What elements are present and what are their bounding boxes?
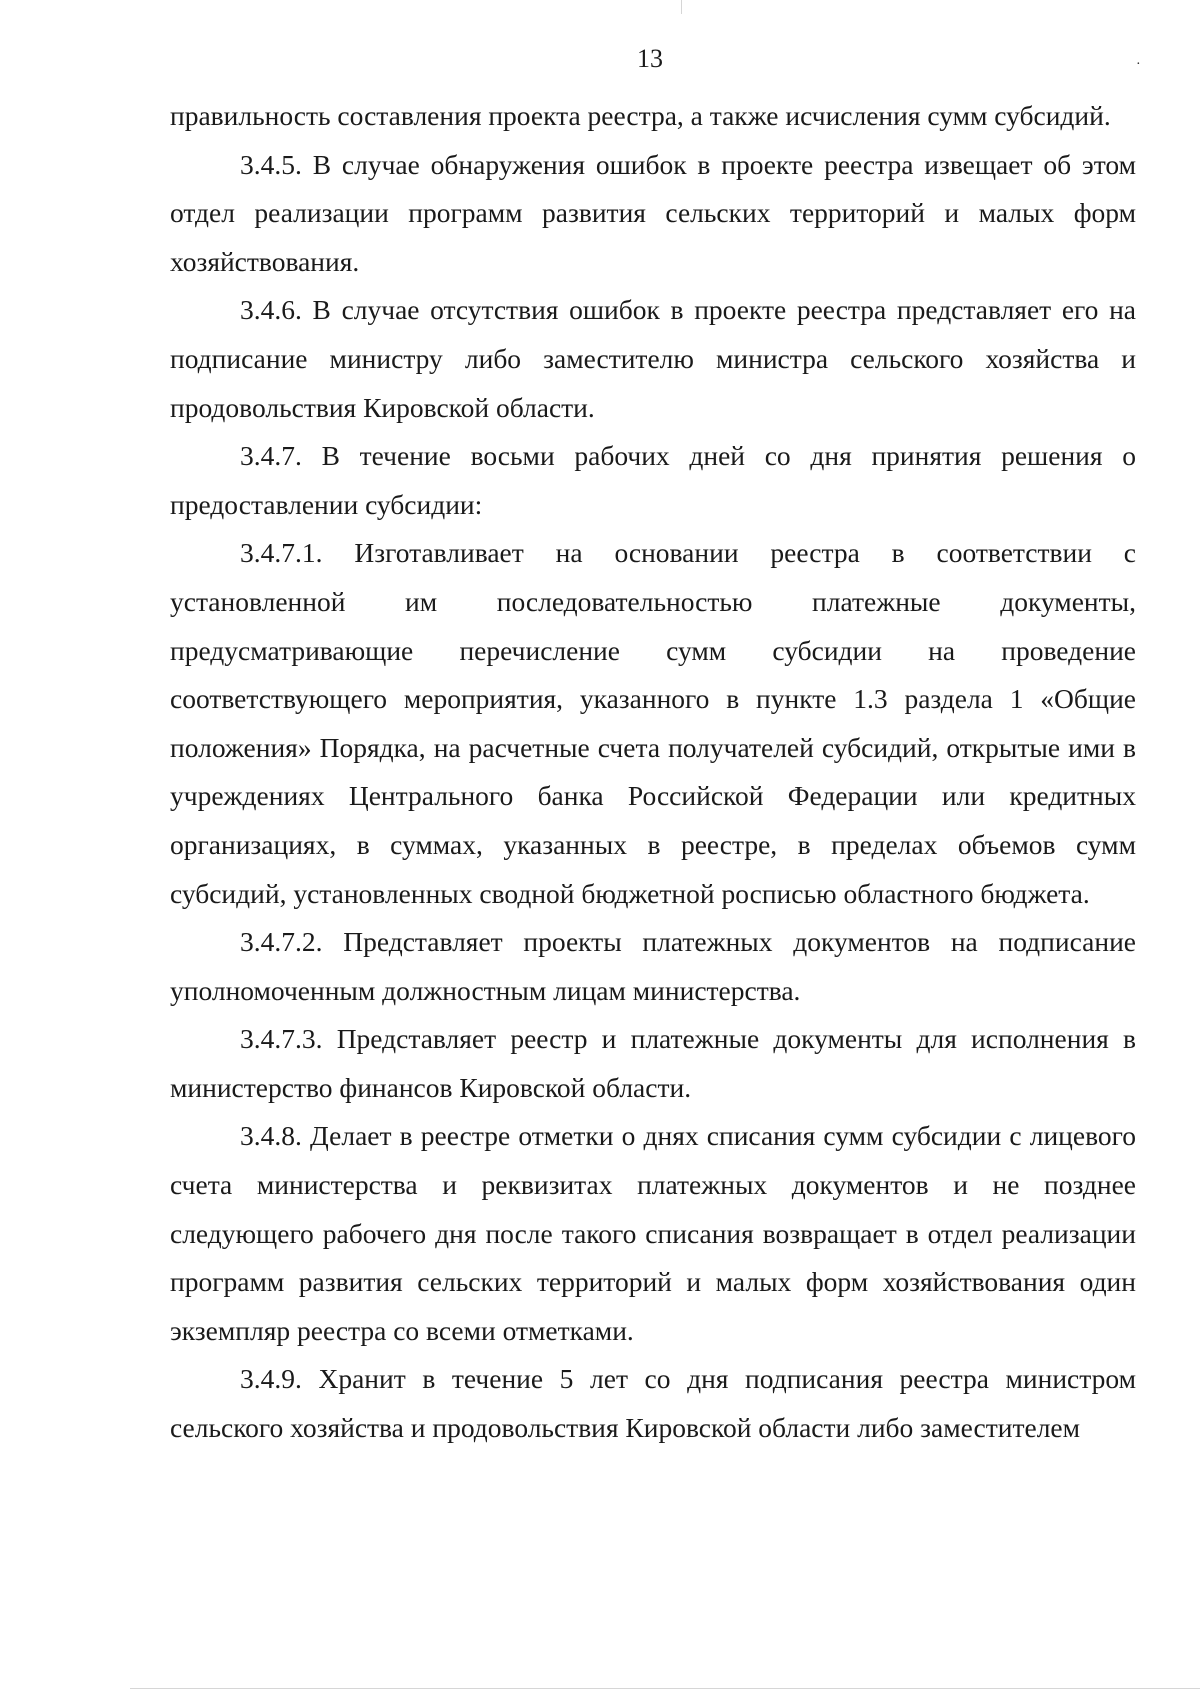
paragraph-3-4-5: 3.4.5. В случае обнаружения ошибок в проекте реестра извещает об этом отдел реализации программ развития сельских территорий и малых форм хозяйствования. <box>170 148 1136 277</box>
paragraph-3-4-7-2: 3.4.7.2. Представляет проекты платежных документов на подписание уполномоченным должностным лицам министерства. <box>170 926 1136 1006</box>
paragraph-3-4-6: 3.4.6. В случае отсутствия ошибок в проекте реестра представляет его на подписание министру либо заместителю министра сельского хозяйства и продовольствия Кировской области. <box>170 294 1136 423</box>
scan-artifact-tick <box>681 0 682 14</box>
paragraph-continuation: правильность составления проекта реестра, а также исчисления сумм субсидий. <box>170 100 1111 131</box>
paragraph-3-4-7-1: 3.4.7.1. Изготавливает на основании реестра в соответствии с установленной им последовательностью платежные документы, предусматривающие перечисление сумм субсидии на проведение соответствующего мероприятия, указанного в пункте 1.3 раздела 1 «Общие положения» Порядка, на расчетные счета получателей субсидий, открытые ими в учреждениях Центрального банка Российской Федерации или кредитных организациях, в суммах, указанных в реестре, в пределах объемов сумм субсидий, установленных сводной бюджетной росписью областного бюджета. <box>170 537 1136 909</box>
paragraph-3-4-9: 3.4.9. Хранит в течение 5 лет со дня подписания реестра министром сельского хозяйства и продовольствия Кировской области либо заместителем <box>170 1363 1136 1444</box>
paragraph-3-4-8: 3.4.8. Делает в реестре отметки о днях списания сумм субсидии с лицевого счета министерства и реквизитах платежных документов и не позднее следующего рабочего дня после такого списания возвращает в отдел реализации программ развития сельских территорий и малых форм хозяйствования один экземпляр реестра со всеми отметками. <box>170 1120 1136 1346</box>
scan-artifact-line <box>130 1688 1200 1689</box>
paragraph-3-4-7-3: 3.4.7.3. Представляет реестр и платежные документы для исполнения в министерство финансов Кировской области. <box>170 1023 1136 1103</box>
page-number: 13 <box>637 44 663 73</box>
paragraph-3-4-7: 3.4.7. В течение восьми рабочих дней со дня принятия решения о предоставлении субсидии: <box>170 440 1136 520</box>
corner-mark: · <box>1136 57 1141 72</box>
document-body <box>170 92 1136 1453</box>
